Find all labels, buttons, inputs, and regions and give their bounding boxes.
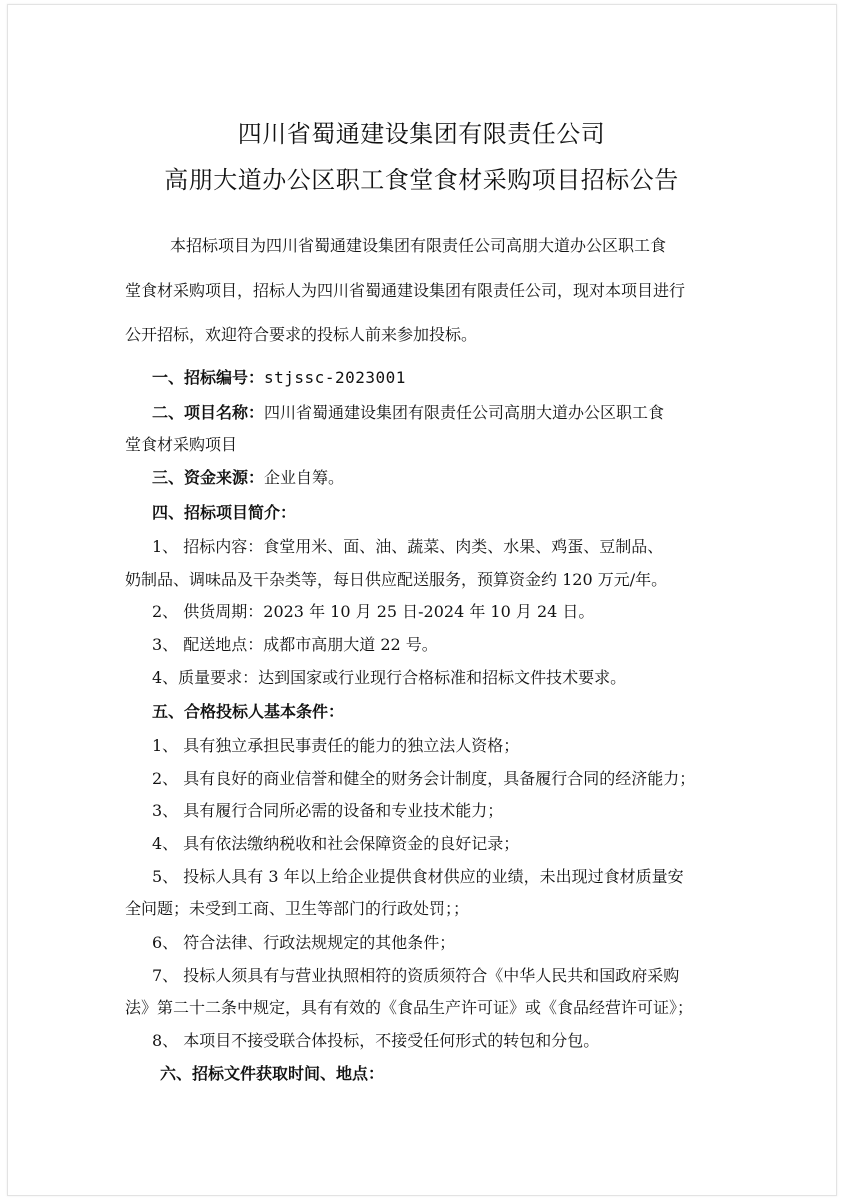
bid-number-label: 一、招标编号：	[152, 368, 265, 387]
section-document-acquisition-heading: 六、招标文件获取时间、地点：	[160, 1064, 385, 1083]
fund-source-value: 企业自筹。	[264, 468, 345, 487]
section-project-summary-heading: 四、招标项目简介：	[152, 503, 297, 522]
summary-item-3: 3、 配送地点：成都市高朋大道 22 号。	[152, 635, 438, 654]
qualification-item-5-continuation: 全问题；未受到工商、卫生等部门的行政处罚；；	[125, 899, 470, 918]
intro-line-3: 公开招标，欢迎符合要求的投标人前来参加投标。	[125, 325, 478, 344]
project-name-label: 二、项目名称：	[152, 403, 265, 422]
qualification-item-3: 3、 具有履行合同所必需的设备和专业技术能力；	[152, 801, 504, 820]
section-qualification-heading: 五、合格投标人基本条件：	[152, 702, 345, 721]
qualification-item-5: 5、 投标人具有 3 年以上给企业提供食材供应的业绩，未出现过食材质量安	[152, 867, 684, 886]
section-project-name	[152, 403, 664, 423]
summary-item-1-continuation: 奶制品、调味品及干杂类等，每日供应配送服务，预算资金约 120 万元/年。	[125, 570, 668, 589]
title-company: 四川省蜀通建设集团有限责任公司	[237, 120, 606, 148]
title-project: 高朋大道办公区职工食堂食材采购项目招标公告	[164, 166, 679, 194]
intro-line-2: 堂食材采购项目，招标人为四川省蜀通建设集团有限责任公司，现对本项目进行	[125, 281, 686, 300]
summary-item-4: 4、质量要求：达到国家或行业现行合格标准和招标文件技术要求。	[152, 668, 627, 687]
section-fund-source	[152, 468, 344, 488]
intro-line-1: 本招标项目为四川省蜀通建设集团有限责任公司高朋大道办公区职工食	[170, 236, 667, 255]
project-name-value: 四川省蜀通建设集团有限责任公司高朋大道办公区职工食	[264, 403, 665, 422]
qualification-item-1: 1、 具有独立承担民事责任的能力的独立法人资格；	[152, 736, 520, 755]
summary-item-1: 1、 招标内容：食堂用米、面、油、蔬菜、肉类、水果、鸡蛋、豆制品、	[152, 537, 664, 556]
qualification-item-4: 4、 具有依法缴纳税收和社会保障资金的良好记录；	[152, 834, 520, 853]
bid-number-value: stjssc-2023001	[264, 368, 406, 387]
qualification-item-8: 8、 本项目不接受联合体投标，不接受任何形式的转包和分包。	[152, 1031, 600, 1050]
section-bid-number	[152, 368, 406, 388]
qualification-item-2: 2、 具有良好的商业信誉和健全的财务会计制度，具备履行合同的经济能力；	[152, 769, 696, 788]
project-name-continuation: 堂食材采购项目	[125, 435, 238, 454]
qualification-item-7: 7、 投标人须具有与营业执照相符的资质须符合《中华人民共和国政府采购	[152, 966, 680, 985]
qualification-item-6: 6、 符合法律、行政法规规定的其他条件；	[152, 933, 456, 952]
qualification-item-7-continuation: 法》第二十二条中规定，具有有效的《食品生产许可证》或《食品经营许可证》；	[125, 998, 694, 1017]
summary-item-2: 2、 供货周期：2023 年 10 月 25 日-2024 年 10 月 24 日。	[152, 602, 595, 621]
fund-source-label: 三、资金来源：	[152, 468, 265, 487]
